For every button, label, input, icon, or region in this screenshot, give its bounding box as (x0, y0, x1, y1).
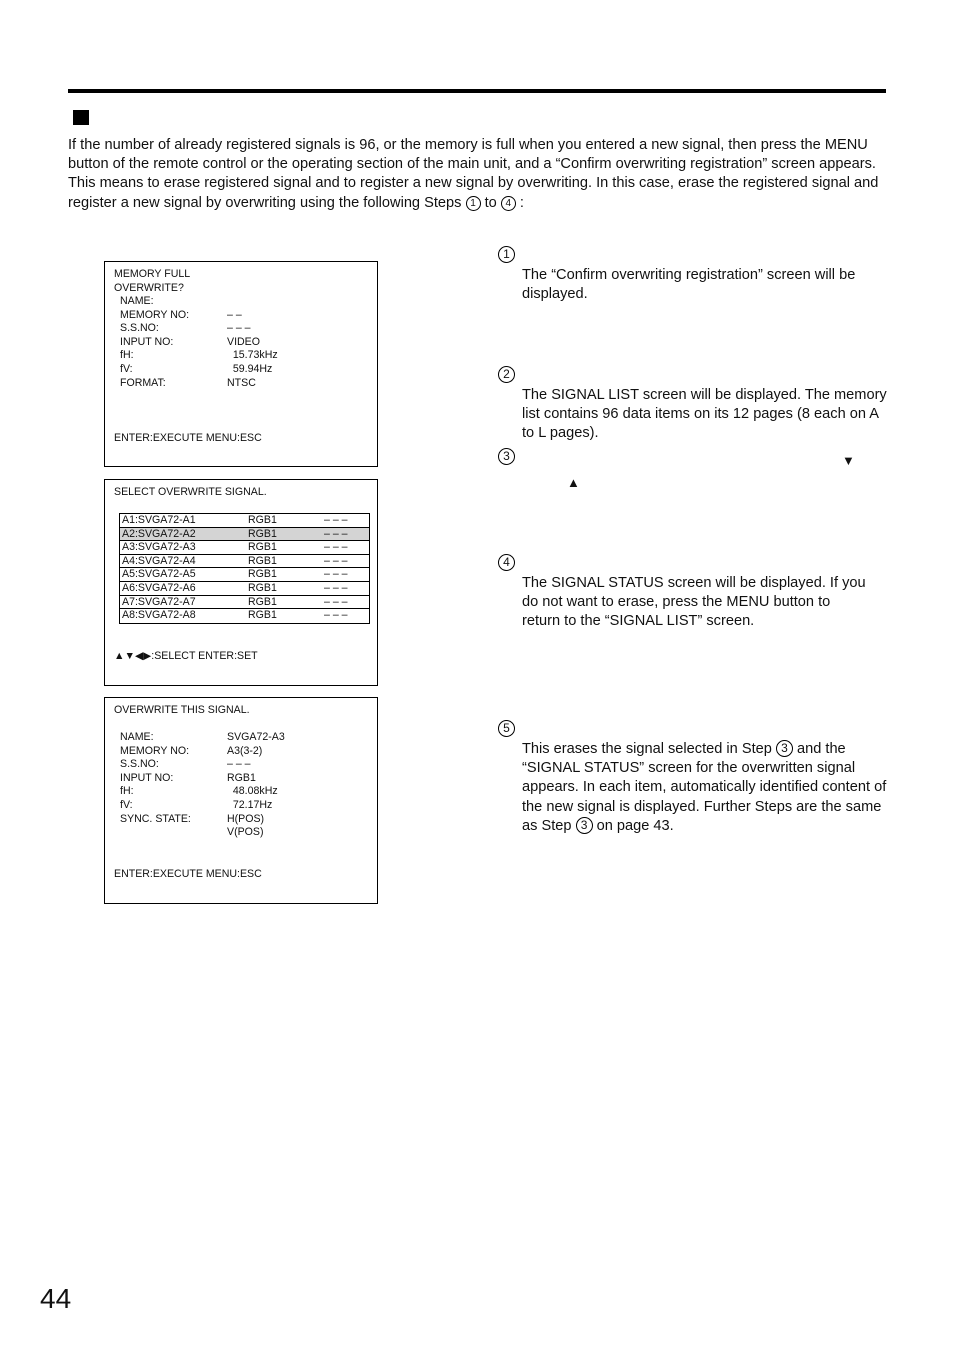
step-5-number: 5 (498, 720, 515, 737)
intro-colon: : (519, 194, 524, 211)
field-row: S.S.NO: – – – (120, 322, 251, 335)
signal-list-row[interactable]: A3:SVGA72-A3 RGB1 – – – (120, 541, 369, 555)
screen1-fields (120, 295, 360, 390)
step-1-text: The “Confirm overwriting registration” screen will be displayed. (522, 267, 856, 303)
signal-list-row[interactable]: A4:SVGA72-A4 RGB1 – – – (120, 555, 369, 569)
field-row: MEMORY NO: A3(3-2) (120, 744, 263, 757)
field-row: SYNC. STATE: H(POS) (120, 812, 265, 825)
field-row: FORMAT: NTSC (120, 376, 256, 389)
signal-list-row[interactable]: A6:SVGA72-A6 RGB1 – – – (120, 582, 369, 596)
field-row: INPUT NO: VIDEO (120, 335, 260, 348)
signal-list-row[interactable]: A8:SVGA72-A8 RGB1 – – – (122, 609, 348, 622)
up-arrow-icon: ▲ (567, 475, 580, 490)
signal-list-screen (104, 479, 378, 686)
step-2-text: The SIGNAL LIST screen will be displayed. The memory list contains 96 data items on its 12 pages (8 each on A to L pages). (522, 387, 887, 442)
screen2-title: SELECT OVERWRITE SIGNAL. (114, 486, 267, 498)
intro-paragraph (68, 136, 890, 213)
field-row: fH: 15.73kHz (120, 349, 278, 362)
step-3-number: 3 (498, 448, 515, 465)
step-ref-1: 1 (466, 196, 481, 211)
step-ref-3: 3 (776, 740, 793, 757)
signal-list-row[interactable]: A1:SVGA72-A1 RGB1 – – – (120, 514, 369, 528)
memory-full-screen (104, 261, 378, 467)
screen1-title-line2: OVERWRITE? (114, 281, 184, 294)
signal-list-row[interactable]: A7:SVGA72-A7 RGB1 – – – (120, 596, 369, 610)
field-row: fV: 72.17Hz (120, 798, 273, 811)
down-arrow-icon: ▼ (842, 453, 855, 468)
field-row: NAME: (120, 295, 154, 307)
step-ref-3: 3 (576, 817, 593, 834)
screen1-footer: ENTER:EXECUTE MENU:ESC (114, 432, 262, 444)
screen2-footer: ▲▼◀▶:SELECT ENTER:SET (114, 650, 258, 662)
step-1-number: 1 (498, 246, 515, 263)
step-4-number: 4 (498, 554, 515, 571)
step-5-text: This erases the signal selected in Step 3 and the “SIGNAL STATUS” screen for the overwritten signal appears. In each item, automatically identified content of the new signal is displayed. Further Steps are the same as Step 3 on page 43. (522, 741, 887, 834)
signal-list (119, 513, 370, 624)
screen1-title-line1: MEMORY FULL (114, 268, 191, 280)
field-row: S.S.NO: – – – (120, 758, 251, 771)
header-rule (68, 89, 886, 93)
step-ref-4: 4 (501, 196, 516, 211)
field-row: NAME: SVGA72-A3 (120, 731, 285, 743)
screen3-fields (120, 731, 360, 840)
intro-to: to (484, 194, 497, 211)
screen3-footer: ENTER:EXECUTE MENU:ESC (114, 868, 262, 880)
intro-text: If the number of already registered signals is 96, or the memory is full when you entered a new signal, then press the MENU button of the remote control or the operating section of the main unit, and a “Confirm overwriting registration” screen appears. This means to erase registered signal and to register a new signal by overwriting. In this case, erase the registered signal and register a new signal by overwriting using the following Steps (68, 137, 879, 211)
field-row: fH: 48.08kHz (120, 785, 278, 798)
field-row: INPUT NO: RGB1 (120, 771, 256, 784)
signal-list-row-selected[interactable]: A2:SVGA72-A2 RGB1 – – – (120, 528, 369, 542)
step-2-number: 2 (498, 366, 515, 383)
field-row: fV: 59.94Hz (120, 362, 273, 375)
field-row: MEMORY NO: – – (120, 308, 242, 321)
field-row: V(POS) (227, 826, 264, 839)
step-4-text: The SIGNAL STATUS screen will be displayed. If you do not want to erase, press the MENU button to return to the “SIGNAL LIST” screen. (522, 575, 866, 630)
section-marker-icon (73, 110, 89, 125)
signal-list-row[interactable]: A5:SVGA72-A5 RGB1 – – – (120, 568, 369, 582)
page-number: 44 (40, 1283, 72, 1314)
overwrite-signal-screen (104, 697, 378, 904)
screen3-title: OVERWRITE THIS SIGNAL. (114, 704, 250, 716)
